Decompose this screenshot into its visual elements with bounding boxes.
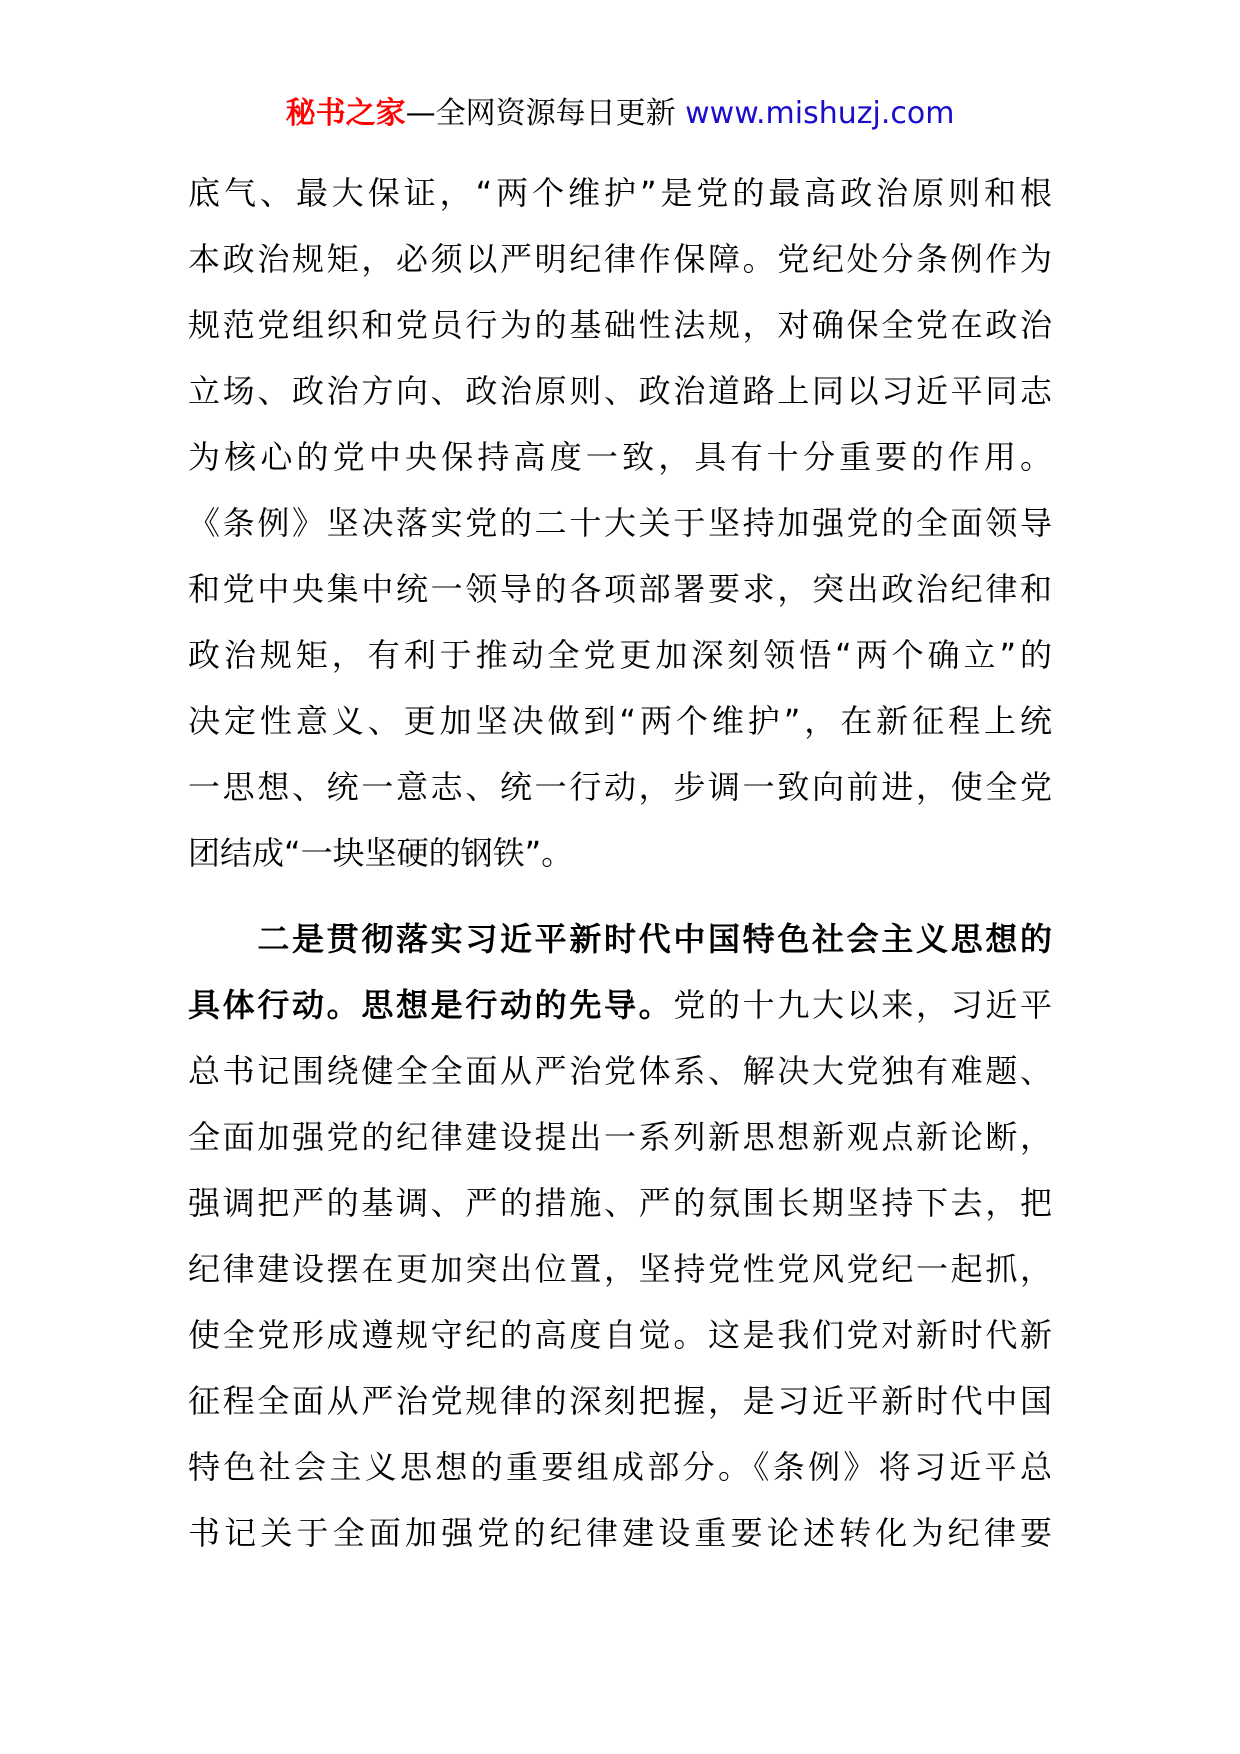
text-run: 党的十九大以来，习近平 (673, 986, 1052, 1024)
document-body (188, 160, 1052, 1566)
site-brand: 秘书之家 (285, 96, 406, 131)
text-line (188, 972, 1052, 1038)
text-line: 书记关于全面加强党的纪律建设重要论述转化为纪律要 (188, 1514, 1052, 1552)
text-line: 使全党形成遵规守纪的高度自觉。这是我们党对新时代新 (188, 1316, 1052, 1354)
text-line: 团结成“一块坚硬的钢铁”。 (188, 834, 574, 872)
text-line: 规范党组织和党员行为的基础性法规，对确保全党在政治 (188, 306, 1052, 344)
text-line: 本政治规矩，必须以严明纪律作保障。党纪处分条例作为 (188, 240, 1052, 278)
text-line: 总书记围绕健全全面从严治党体系、解决大党独有难题、 (188, 1052, 1052, 1090)
text-line: 决定性意义、更加坚决做到“两个维护”，在新征程上统 (188, 702, 1052, 740)
paragraph-2 (188, 906, 1052, 1566)
text-line: 纪律建设摆在更加突出位置，坚持党性党风党纪一起抓， (188, 1250, 1052, 1288)
text-line: 底气、最大保证，“两个维护”是党的最高政治原则和根 (188, 174, 1052, 212)
paragraph-heading-line: 二是贯彻落实习近平新时代中国特色社会主义思想的 (188, 920, 1052, 958)
text-line: 为核心的党中央保持高度一致，具有十分重要的作用。 (188, 438, 1052, 476)
site-url[interactable]: www.mishuzj.com (685, 96, 955, 131)
paragraph-heading-continuation: 具体行动。思想是行动的先导。 (188, 986, 674, 1024)
text-line: 一思想、统一意志、统一行动，步调一致向前进，使全党 (188, 768, 1052, 806)
site-tagline: —全网资源每日更新 (405, 96, 686, 131)
text-line: 全面加强党的纪律建设提出一系列新思想新观点新论断， (188, 1118, 1052, 1156)
text-line: 强调把严的基调、严的措施、严的氛围长期坚持下去，把 (188, 1184, 1052, 1222)
text-line: 政治规矩，有利于推动全党更加深刻领悟“两个确立”的 (188, 636, 1052, 674)
text-line: 征程全面从严治党规律的深刻把握，是习近平新时代中国 (188, 1382, 1052, 1420)
text-line: 立场、政治方向、政治原则、政治道路上同以习近平同志 (188, 372, 1052, 410)
text-line: 和党中央集中统一领导的各项部署要求，突出政治纪律和 (188, 570, 1052, 608)
text-line: 特色社会主义思想的重要组成部分。《条例》将习近平总 (188, 1448, 1052, 1486)
paragraph-1 (188, 160, 1052, 886)
text-line: 《条例》坚决落实党的二十大关于坚持加强党的全面领导 (188, 504, 1052, 542)
paragraph-gap (188, 886, 1052, 906)
watermark-header (0, 94, 1240, 134)
